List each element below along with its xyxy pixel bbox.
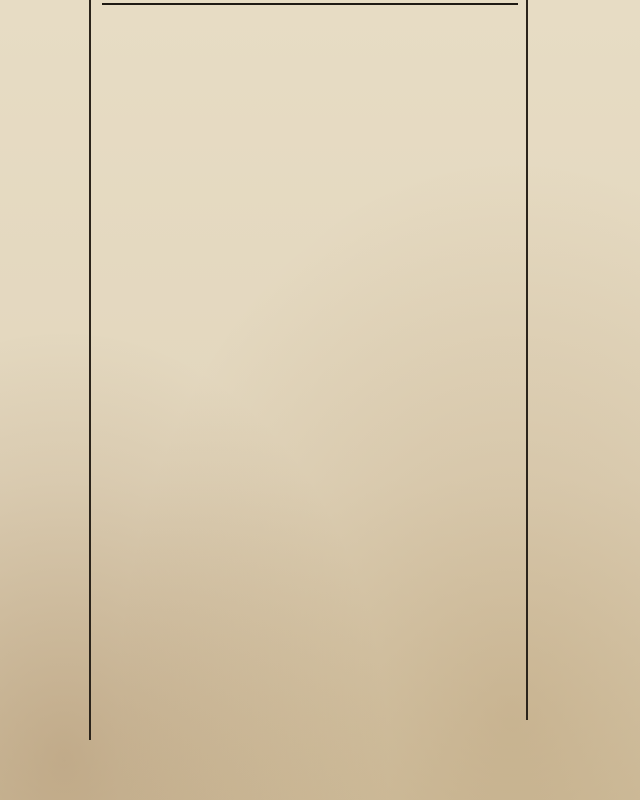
middle-column — [96, 0, 524, 13]
column-rule-right — [526, 0, 528, 720]
divider-thin — [102, 3, 518, 5]
section-divider — [102, 0, 518, 5]
column-rule-left — [89, 0, 91, 740]
